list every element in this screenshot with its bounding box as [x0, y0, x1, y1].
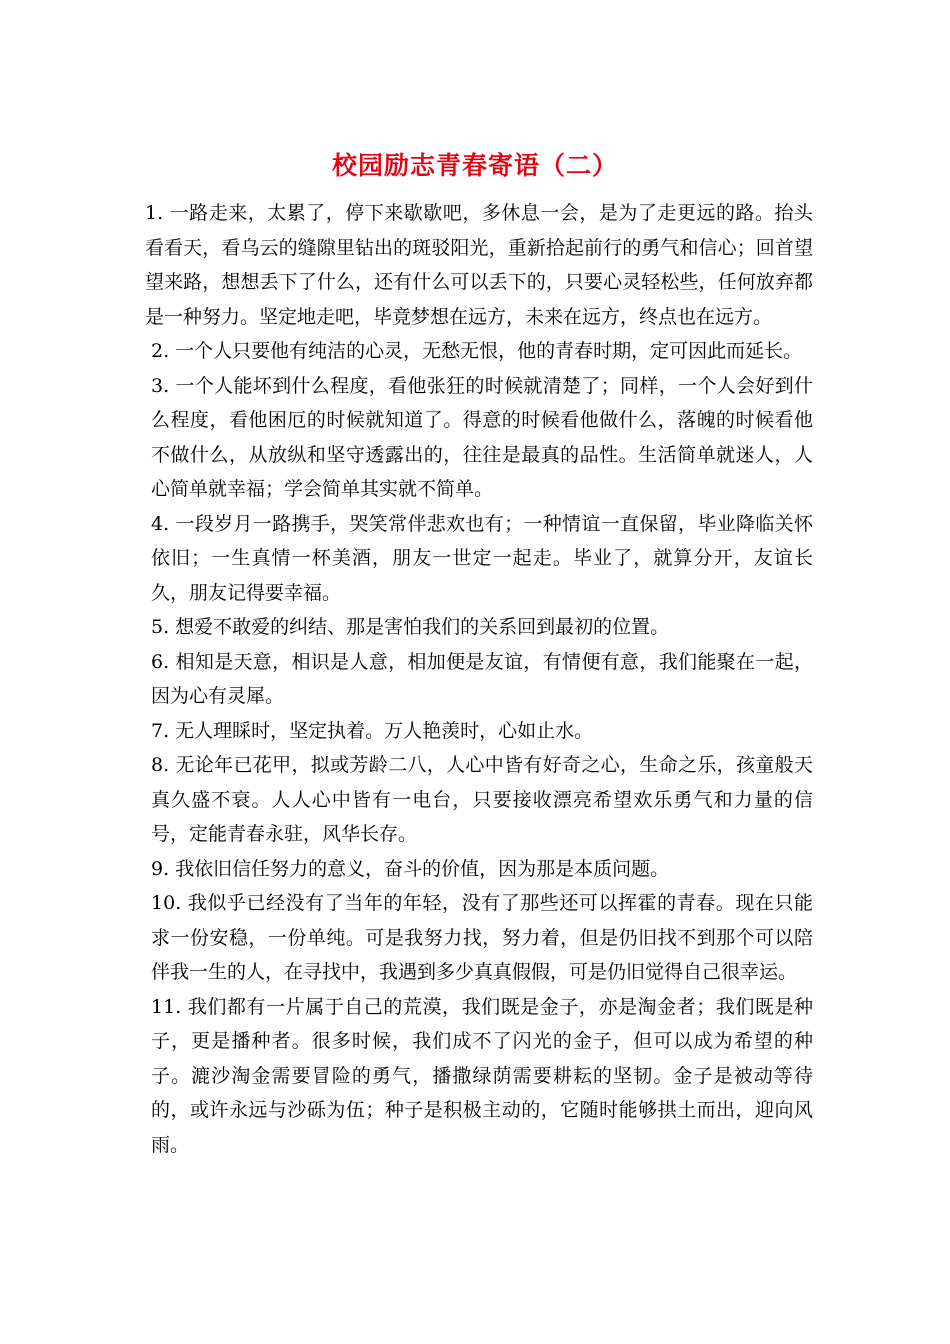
document-body [145, 196, 813, 1162]
paragraph-5: 5. 想爱不敢爱的纠结、那是害怕我们的关系回到最初的位置。 [151, 616, 670, 638]
paragraph-8: 8. 无论年已花甲，拟或芳龄二八，人心中皆有好奇之心，生命之乐，孩童般天真久盛不衰。人人心中皆有一电台，只要接收漂亮希望欢乐勇气和力量的信号，定能青春永驻，风华长存。 [151, 754, 813, 845]
paragraph-9: 9. 我依旧信任努力的意义，奋斗的价值，因为那是本质问题。 [151, 857, 670, 880]
paragraph-11: 11. 我们都有一片属于自己的荒漠，我们既是金子，亦是淘金者；我们既是种子，更是播种者。很多时候，我们成不了闪光的金子，但可以成为希望的种子。漉沙淘金需要冒险的勇气，播撒绿荫需要耕耘的坚韧。金子是被动等待的，或许永远与沙砾为伍；种子是积极主动的，它随时能够拱土而出，迎向风雨。 [151, 995, 813, 1156]
paragraph-2: 2. 一个人只要他有纯洁的心灵，无愁无恨，他的青春时期，定可因此而延长。 [151, 340, 803, 362]
paragraph-3: 3. 一个人能坏到什么程度，看他张狂的时候就清楚了；同样，一个人会好到什么程度，看他困厄的时候就知道了。得意的时候看他做什么，落魄的时候看他不做什么，从放纵和坚守透露出的，往往是最真的品性。生活简单就迷人，人心简单就幸福；学会简单其实就不简单。 [151, 374, 813, 500]
paragraph-7: 7. 无人理睬时，坚定执着。万人艳羡时，心如止水。 [151, 719, 594, 742]
paragraph-1: 1. 一路走来，太累了，停下来歇歇吧，多休息一会，是为了走更远的路。抬头看看天，看乌云的缝隙里钻出的斑驳阳光，重新拾起前行的勇气和信心；回首望望来路，想想丢下了什么，还有什么可以丢下的，只要心灵轻松些，任何放弃都是一种努力。坚定地走吧，毕竟梦想在远方，未来在远方，终点也在远方。 [145, 202, 813, 328]
paragraph-6: 6. 相知是天意，相识是人意，相加便是友谊，有情便有意，我们能聚在一起，因为心有灵犀。 [151, 650, 813, 707]
paragraph-4: 4. 一段岁月一路携手，哭笑常伴悲欢也有；一种情谊一直保留，毕业降临关怀依旧；一生真情一杯美酒，朋友一世定一起走。毕业了，就算分开，友谊长久，朋友记得要幸福。 [151, 512, 813, 604]
paragraph-10: 10. 我似乎已经没有了当年的年轻，没有了那些还可以挥霍的青春。现在只能求一份安稳，一份单纯。可是我努力找，努力着，但是仍旧找不到那个可以陪伴我一生的人，在寻找中，我遇到多少真真假假，可是仍旧觉得自己很幸运。 [151, 892, 813, 983]
page-title: 校园励志青春寄语（二） [331, 151, 618, 180]
